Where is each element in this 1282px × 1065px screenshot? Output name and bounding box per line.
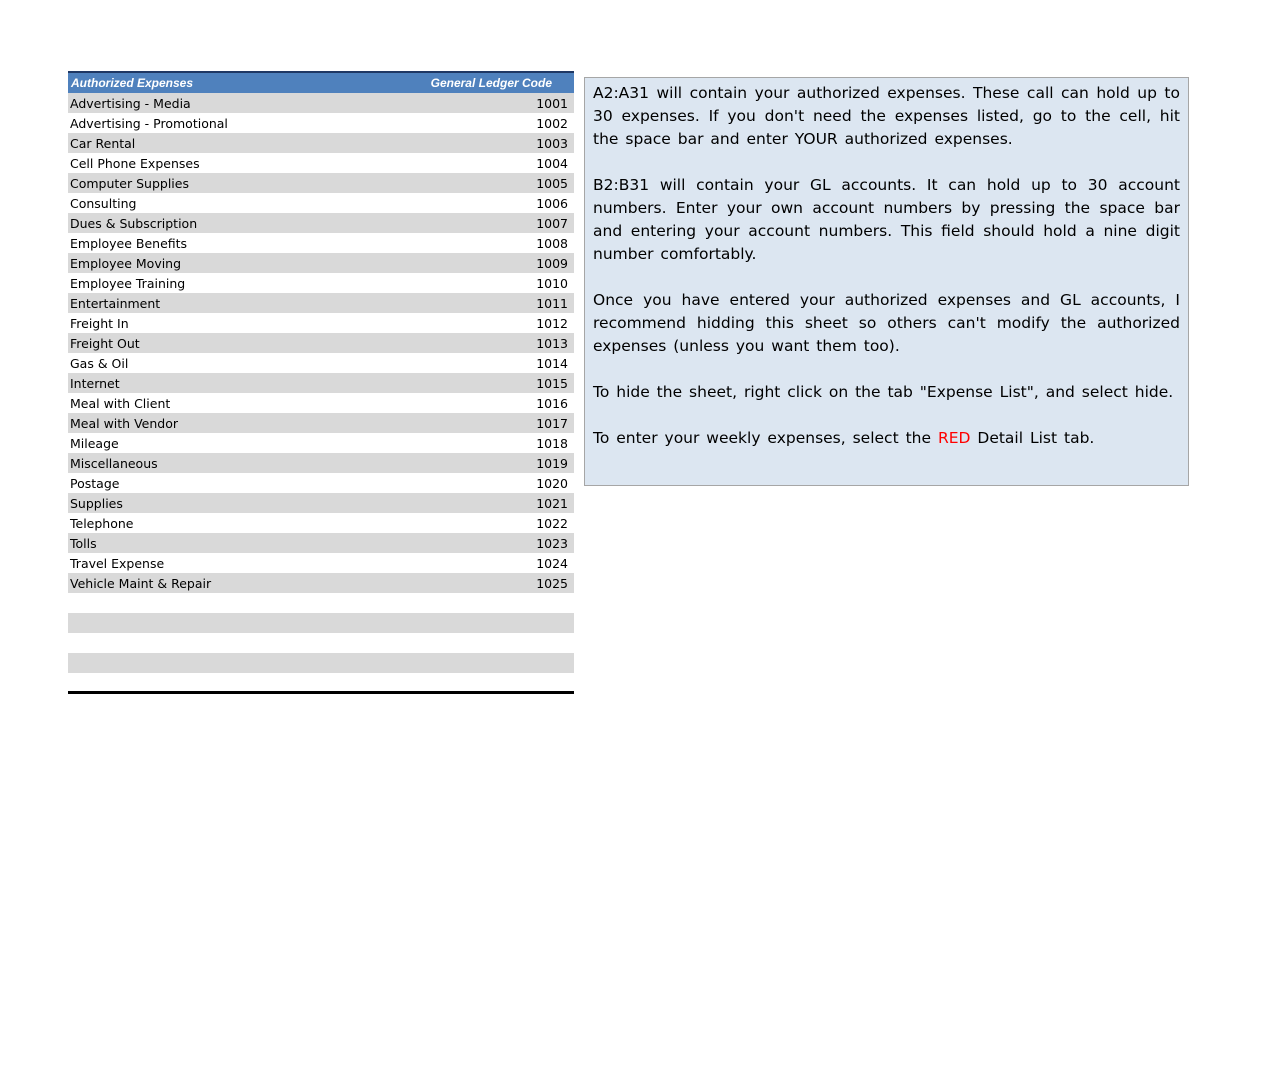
table-header bbox=[68, 71, 574, 93]
expense-name-cell[interactable]: Freight In bbox=[70, 315, 129, 331]
gl-code-cell[interactable]: 1012 bbox=[536, 315, 568, 331]
expense-name-cell[interactable]: Meal with Client bbox=[70, 395, 171, 411]
gl-code-cell[interactable]: 1007 bbox=[536, 215, 568, 231]
table-row bbox=[68, 373, 574, 393]
table-row bbox=[68, 553, 574, 573]
table-row bbox=[68, 433, 574, 453]
gl-code-cell[interactable]: 1011 bbox=[536, 295, 568, 311]
gl-code-cell[interactable]: 1001 bbox=[536, 95, 568, 111]
table-row bbox=[68, 573, 574, 593]
expense-list-table bbox=[68, 71, 574, 694]
gl-code-cell[interactable]: 1020 bbox=[536, 475, 568, 491]
expense-name-cell[interactable]: Consulting bbox=[70, 195, 137, 211]
table-row bbox=[68, 333, 574, 353]
gl-code-cell[interactable]: 1023 bbox=[536, 535, 568, 551]
gl-code-cell[interactable]: 1017 bbox=[536, 415, 568, 431]
table-row bbox=[68, 213, 574, 233]
expense-name-cell[interactable]: Employee Moving bbox=[70, 255, 182, 271]
table-row bbox=[68, 113, 574, 133]
expense-name-cell[interactable]: Telephone bbox=[70, 515, 134, 531]
table-row bbox=[68, 593, 574, 613]
table-row bbox=[68, 233, 574, 253]
instruction-text-after-red: Detail List tab. bbox=[970, 429, 1095, 447]
gl-code-cell[interactable]: 1009 bbox=[536, 255, 568, 271]
expense-name-cell[interactable]: Internet bbox=[70, 375, 120, 391]
gl-code-cell[interactable]: 1003 bbox=[536, 135, 568, 151]
expense-name-cell[interactable]: Dues & Subscription bbox=[70, 215, 198, 231]
table-row bbox=[68, 473, 574, 493]
instruction-paragraph-2: B2:B31 will contain your GL accounts. It can hold up to 30 account numbers. Enter your own account numbers by pressing the space bar and entering your account numbers. This field should hold a nine digit number comfortably. bbox=[593, 176, 1180, 263]
table-row bbox=[68, 293, 574, 313]
table-row bbox=[68, 93, 574, 113]
gl-code-cell[interactable]: 1018 bbox=[536, 435, 568, 451]
header-general-ledger-code[interactable]: General Ledger Code bbox=[430, 76, 552, 90]
table-row bbox=[68, 133, 574, 153]
instruction-paragraph-4: To hide the sheet, right click on the tab "Expense List", and select hide. bbox=[593, 383, 1174, 401]
expense-name-cell[interactable]: Advertising - Media bbox=[70, 95, 191, 111]
table-row bbox=[68, 413, 574, 433]
expense-name-cell[interactable]: Mileage bbox=[70, 435, 119, 451]
expense-name-cell[interactable]: Miscellaneous bbox=[70, 455, 158, 471]
instruction-text-before-red: To enter your weekly expenses, select the bbox=[593, 429, 938, 447]
gl-code-cell[interactable]: 1019 bbox=[536, 455, 568, 471]
gl-code-cell[interactable]: 1008 bbox=[536, 235, 568, 251]
table-row bbox=[68, 613, 574, 633]
table-row bbox=[68, 653, 574, 673]
gl-code-cell[interactable]: 1005 bbox=[536, 175, 568, 191]
expense-name-cell[interactable]: Employee Benefits bbox=[70, 235, 188, 251]
expense-name-cell[interactable]: Tolls bbox=[70, 535, 97, 551]
gl-code-cell[interactable]: 1014 bbox=[536, 355, 568, 371]
expense-name-cell[interactable]: Cell Phone Expenses bbox=[70, 155, 200, 171]
table-bottom-border bbox=[68, 691, 574, 694]
instructions-text-box bbox=[584, 77, 1189, 486]
gl-code-cell[interactable]: 1015 bbox=[536, 375, 568, 391]
table-row bbox=[68, 253, 574, 273]
table-row bbox=[68, 173, 574, 193]
gl-code-cell[interactable]: 1025 bbox=[536, 575, 568, 591]
expense-name-cell[interactable]: Travel Expense bbox=[70, 555, 165, 571]
expense-name-cell[interactable]: Freight Out bbox=[70, 335, 140, 351]
expense-name-cell[interactable]: Gas & Oil bbox=[70, 355, 129, 371]
red-tab-highlight: RED bbox=[937, 429, 971, 447]
table-row bbox=[68, 153, 574, 173]
table-row bbox=[68, 513, 574, 533]
expense-name-cell[interactable]: Car Rental bbox=[70, 135, 136, 151]
gl-code-cell[interactable]: 1002 bbox=[536, 115, 568, 131]
instruction-paragraph-1: A2:A31 will contain your authorized expenses. These call can hold up to 30 expenses. If you don't need the expenses listed, go to the cell, hit the space bar and enter YOUR authorized expenses. bbox=[593, 84, 1180, 148]
expense-name-cell[interactable]: Meal with Vendor bbox=[70, 415, 178, 431]
instruction-paragraph-3: Once you have entered your authorized expenses and GL accounts, I recommend hidding this sheet so others can't modify the authorized expenses (unless you want them too). bbox=[593, 291, 1180, 355]
expense-name-cell[interactable]: Supplies bbox=[70, 495, 123, 511]
gl-code-cell[interactable]: 1004 bbox=[536, 155, 568, 171]
table-row bbox=[68, 393, 574, 413]
table-row bbox=[68, 493, 574, 513]
expense-name-cell[interactable]: Entertainment bbox=[70, 295, 161, 311]
table-row bbox=[68, 313, 574, 333]
gl-code-cell[interactable]: 1013 bbox=[536, 335, 568, 351]
table-row bbox=[68, 453, 574, 473]
table-body bbox=[68, 93, 574, 673]
gl-code-cell[interactable]: 1010 bbox=[536, 275, 568, 291]
expense-name-cell[interactable]: Employee Training bbox=[70, 275, 186, 291]
gl-code-cell[interactable]: 1024 bbox=[536, 555, 568, 571]
header-authorized-expenses[interactable]: Authorized Expenses bbox=[71, 76, 194, 90]
expense-name-cell[interactable]: Computer Supplies bbox=[70, 175, 189, 191]
expense-name-cell[interactable]: Vehicle Maint & Repair bbox=[70, 575, 212, 591]
table-row bbox=[68, 193, 574, 213]
gl-code-cell[interactable]: 1016 bbox=[536, 395, 568, 411]
expense-name-cell[interactable]: Postage bbox=[70, 475, 120, 491]
table-row bbox=[68, 353, 574, 373]
table-row bbox=[68, 273, 574, 293]
expense-name-cell[interactable]: Advertising - Promotional bbox=[70, 115, 228, 131]
gl-code-cell[interactable]: 1006 bbox=[536, 195, 568, 211]
table-row bbox=[68, 633, 574, 653]
gl-code-cell[interactable]: 1021 bbox=[536, 495, 568, 511]
table-row bbox=[68, 533, 574, 553]
gl-code-cell[interactable]: 1022 bbox=[536, 515, 568, 531]
instruction-paragraph-5 bbox=[593, 427, 1180, 450]
